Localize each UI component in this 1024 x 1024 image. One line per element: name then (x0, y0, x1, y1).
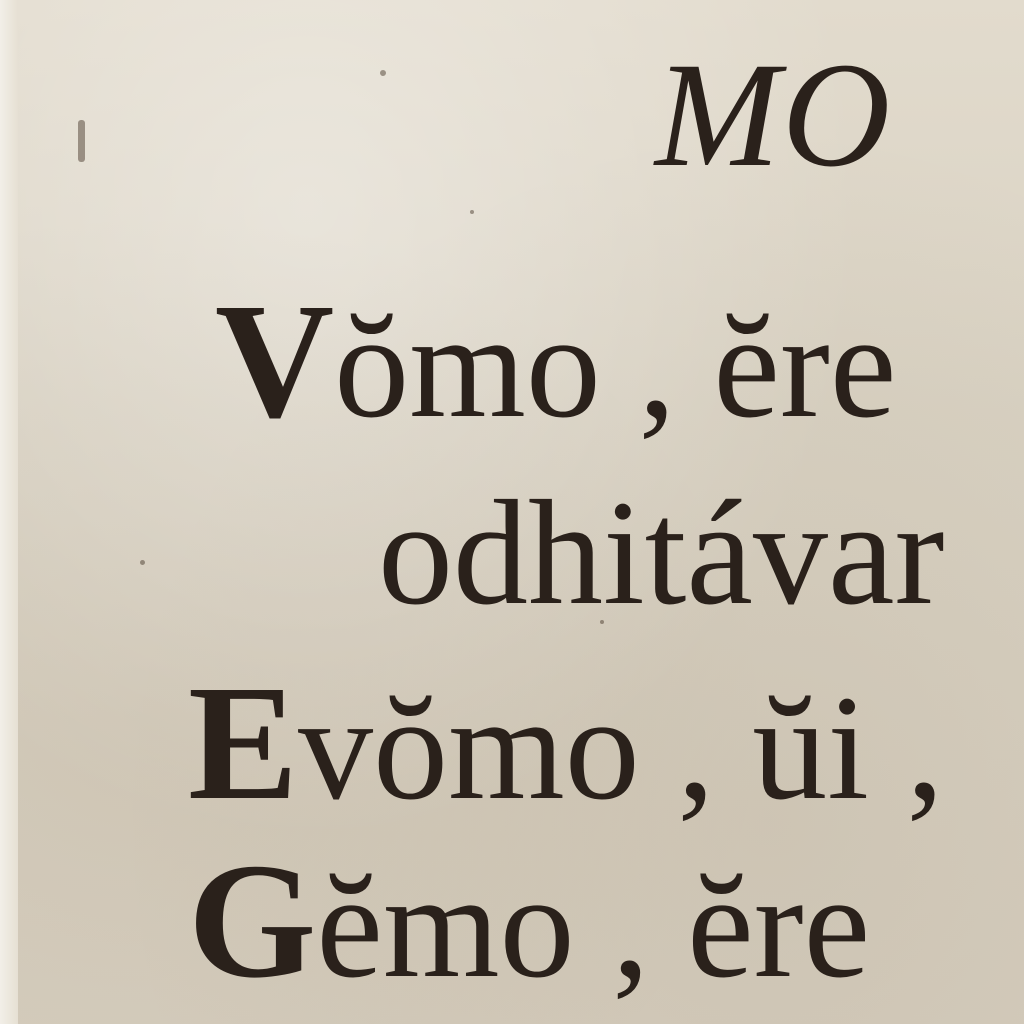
running-head: MO (655, 32, 893, 198)
paper-speck (470, 210, 474, 214)
entry-initial: G (188, 829, 317, 1012)
entry-line-1 (215, 269, 897, 452)
entry-line-4 (188, 829, 871, 1012)
paper-speck (140, 560, 145, 565)
entry-initial: V (215, 269, 335, 452)
entry-line-2 (378, 470, 945, 636)
entry-text: odhitávar (378, 470, 945, 636)
paper-speck (380, 70, 386, 76)
page-left-margin (0, 0, 18, 1024)
entry-initial: E (188, 651, 299, 834)
entry-text: ĕmo , ĕre (316, 843, 871, 1009)
entry-line-3 (188, 651, 944, 834)
paper-speck (78, 120, 85, 162)
entry-text: vŏmo , ŭi , (298, 665, 944, 831)
entry-text: ŏmo , ĕre (334, 283, 897, 449)
